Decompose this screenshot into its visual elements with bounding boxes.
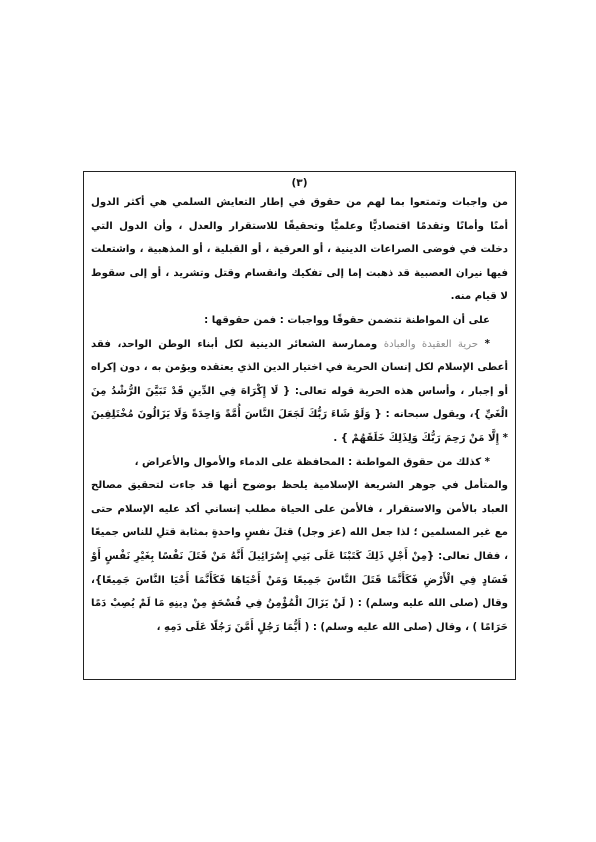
bullet-marker: *: [478, 338, 490, 350]
page-border-frame: [83, 171, 516, 680]
paragraph-3-body: وممارسة الشعائر الدينية لكل أبناء الوطن الواحد، فقد أعطى الإسلام لكل إنسان الحرية في اختيار الدين الذي يعتقده ويؤمن به ، دون إكراه أو إجبار ، وأساس هذه الحرية قوله تعالى: { لَا إِكْرَاهَ فِي الدِّينِ قَدْ تَبَيَّنَ الرُّشْدُ مِنَ الْغَيِّ }، ويقول سبحانه : { وَلَوْ شَاءَ رَبُّكَ لَجَعَلَ النَّاسَ أُمَّةً وَاحِدَةً وَلَا يَزَالُونَ مُخْتَلِفِينَ * إِلَّا مَنْ رَحِمَ رَبُّكَ وَلِذَلِكَ خَلَقَهُمْ } .: [91, 338, 508, 444]
paragraph-2: على أن المواطنة تتضمن حقوقًا وواجبات : فمن حقوقها :: [204, 314, 490, 326]
paragraph-1: من واجبات وتمتعوا بما لهم من حقوق في إطار التعايش السلمي هي أكثر الدول أمنًا وأمانًا وتقدمًا اقتصاديًّا وعلميًّا وتحقيقًا للاستقرار والعدل ، وأن الدول التي دخلت في فوضى الصراعات الدينية ، أو العرقية ، أو القبلية ، أو المذهبية ، واشتعلت فيها نيران العصبية قد ذهبت إما إلى تفكيك وانقسام وقتل وتشريد ، أو إلى سقوط لا قيام منه.: [91, 197, 508, 303]
paragraph-4: [91, 451, 508, 475]
subheading-protection-of-life: * كذلك من حقوق المواطنة : المحافظة على الدماء والأموال والأعراض ،: [134, 456, 490, 468]
paragraph-4-body: والمتأمل في جوهر الشريعة الإسلامية يلحظ بوضوح أنها قد جاءت لتحقيق مصالح العباد بالأمن والاستقرار ، فالأمن على الحياة مطلب إنساني أكد عليه الإسلام حتى مع غير المسلمين ؛ لذا جعل الله (عز وجل) قتلَ نفسٍ واحدةٍ بمثابة قتلِ للناس جميعًا ، فقال تعالى: {مِنْ أَجْلِ ذَلِكَ كَتَبْنَا عَلَى بَنِي إِسْرَائِيلَ أَنَّهُ مَنْ قَتَلَ نَفْسًا بِغَيْرِ نَفْسٍ أَوْ فَسَادٍ فِي الْأَرْضِ فَكَأَنَّمَا قَتَلَ النَّاسَ جَمِيعًا وَمَنْ أَحْيَاهَا فَكَأَنَّمَا أَحْيَا النَّاسَ جَمِيعًا}، وقال (صلى الله عليه وسلم) : ( لَنْ يَزَالَ الْمُؤْمِنُ فِي فُسْحَةٍ مِنْ دِينِهِ مَا لَمْ يُصِبْ دَمًا حَرَامًا ) ، وقال (صلى الله عليه وسلم) : ( أَيُّمَا رَجُلٍ أَمَّنَ رَجُلًا عَلَى دَمِهِ ،: [91, 480, 508, 633]
page-number: (٣): [291, 177, 308, 189]
subheading-freedom-of-belief: حرية العقيدة والعبادة: [383, 338, 479, 350]
paragraph-3: [91, 333, 508, 451]
